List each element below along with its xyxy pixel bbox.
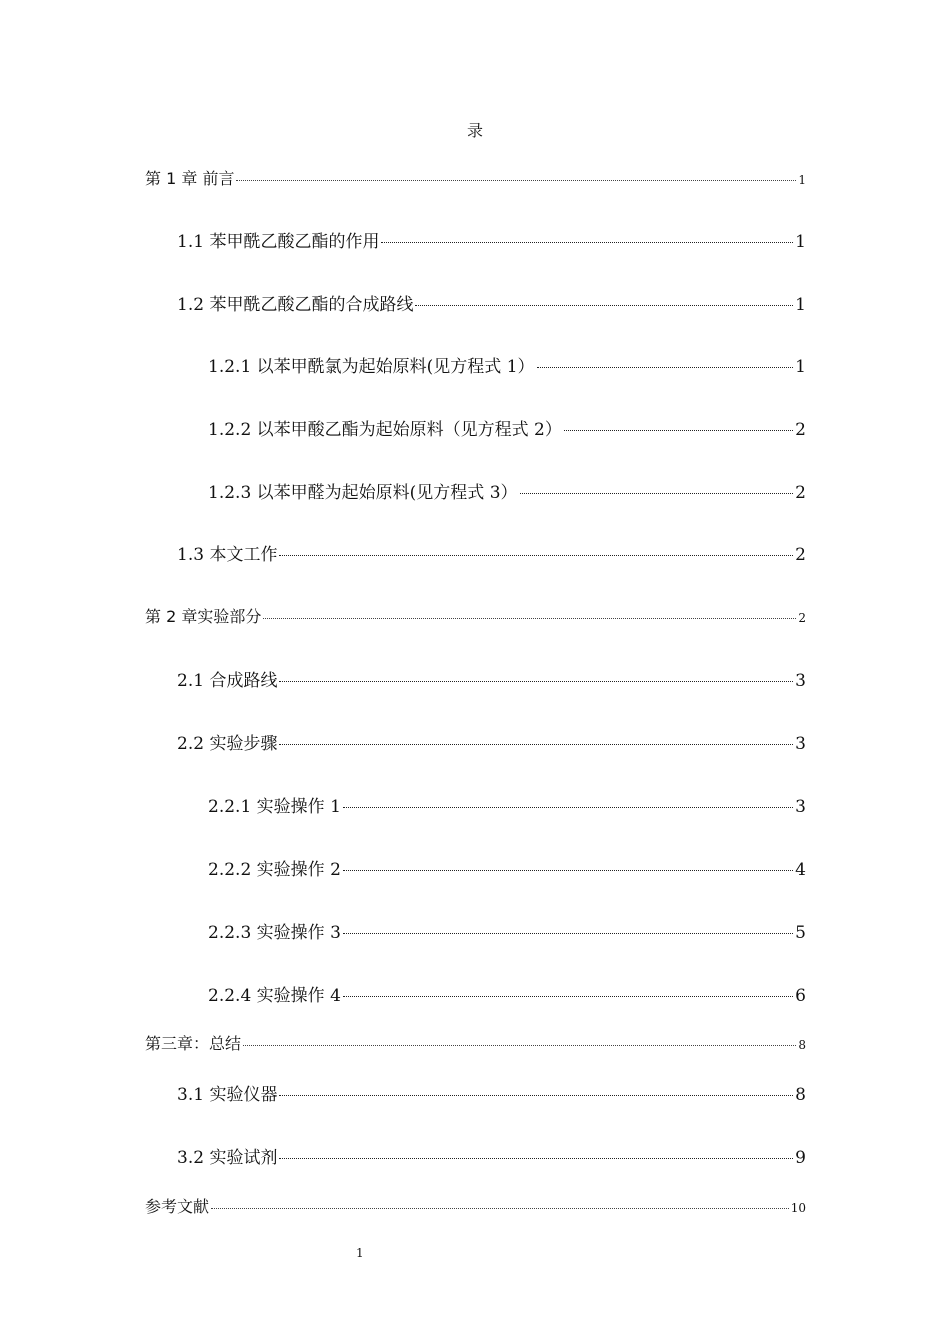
- toc-entry[interactable]: [177, 290, 806, 315]
- toc-entry[interactable]: [208, 352, 806, 377]
- toc-entry[interactable]: [145, 604, 806, 627]
- toc-dot-leader: [537, 367, 794, 368]
- toc-entry-page: 3: [795, 797, 806, 817]
- toc-dot-leader: [343, 933, 793, 934]
- toc-entry-label: 第三章：总结: [145, 1034, 242, 1053]
- toc-entry[interactable]: [208, 918, 806, 943]
- toc-entry[interactable]: [145, 166, 806, 189]
- toc-entry-page: 1: [798, 173, 806, 187]
- toc-dot-leader: [520, 493, 794, 494]
- toc-entry-label: 2.2.2 实验操作 2: [208, 860, 341, 880]
- toc-dot-leader: [279, 555, 793, 556]
- toc-entry-label: 2.2 实验步骤: [177, 734, 278, 754]
- toc-entry[interactable]: [208, 792, 806, 817]
- toc-entry-page: 8: [795, 1085, 806, 1105]
- toc-dot-leader: [564, 430, 793, 431]
- toc-entry[interactable]: [177, 666, 806, 691]
- toc-entry-label: 1.3 本文工作: [177, 545, 278, 565]
- toc-entry-page: 3: [795, 734, 806, 754]
- toc-entry[interactable]: [177, 540, 806, 565]
- toc-entry-label: 2.2.3 实验操作 3: [208, 923, 341, 943]
- toc-entry-page: 5: [795, 923, 806, 943]
- toc-entry[interactable]: [145, 1194, 806, 1217]
- toc-entry-page: 6: [795, 986, 806, 1006]
- toc-entry-label: 第 2 章实验部分: [145, 607, 262, 626]
- toc-entry[interactable]: [177, 1143, 806, 1168]
- toc-dot-leader: [236, 180, 796, 181]
- toc-entry-page: 2: [795, 420, 806, 440]
- toc-entry-label: 3.2 实验试剂: [177, 1148, 278, 1168]
- toc-entry[interactable]: [208, 415, 806, 440]
- toc-entry-page: 10: [790, 1201, 806, 1215]
- toc-entry[interactable]: [208, 478, 806, 503]
- toc-entry-label: 2.1 合成路线: [177, 671, 278, 691]
- page-title: 录: [466, 121, 483, 140]
- toc-dot-leader: [211, 1208, 789, 1209]
- toc-entry-page: 2: [795, 545, 806, 565]
- toc-entry-page: 2: [798, 611, 806, 625]
- toc-entry[interactable]: [177, 1080, 806, 1105]
- toc-entry-page: 1: [795, 295, 806, 315]
- toc-entry[interactable]: [177, 227, 806, 252]
- toc-entry-page: 3: [795, 671, 806, 691]
- toc-entry-label: 1.2 苯甲酰乙酸乙酯的合成路线: [177, 295, 414, 315]
- toc-entry-page: 8: [798, 1038, 806, 1052]
- toc-dot-leader: [263, 618, 796, 619]
- toc-entry-label: 第 1 章 前言: [145, 169, 235, 188]
- toc-dot-leader: [415, 305, 793, 306]
- toc-dot-leader: [381, 242, 793, 243]
- toc-entry[interactable]: [208, 855, 806, 880]
- toc-entry-page: 1: [795, 357, 806, 377]
- toc-dot-leader: [243, 1045, 796, 1046]
- toc-dot-leader: [279, 1095, 793, 1096]
- toc-entry-page: 2: [795, 483, 806, 503]
- page-number: 1: [356, 1246, 364, 1260]
- toc-entry-label: 2.2.4 实验操作 4: [208, 986, 341, 1006]
- toc-entry-label: 1.2.3 以苯甲醛为起始原料(见方程式 3）: [208, 483, 518, 503]
- toc-dot-leader: [279, 681, 793, 682]
- toc-entry[interactable]: [177, 729, 806, 754]
- toc-entry-label: 参考文献: [145, 1197, 210, 1216]
- toc-entry-label: 1.1 苯甲酰乙酸乙酯的作用: [177, 232, 380, 252]
- toc-entry[interactable]: [208, 981, 806, 1006]
- toc-entry[interactable]: [145, 1031, 806, 1054]
- toc-dot-leader: [343, 807, 793, 808]
- toc-entry-page: 1: [795, 232, 806, 252]
- toc-dot-leader: [279, 744, 793, 745]
- toc-entry-page: 4: [795, 860, 806, 880]
- toc-entry-label: 1.2.1 以苯甲酰氯为起始原料(见方程式 1）: [208, 357, 535, 377]
- toc-entry-label: 3.1 实验仪器: [177, 1085, 278, 1105]
- toc-entry-label: 2.2.1 实验操作 1: [208, 797, 341, 817]
- toc-entry-page: 9: [795, 1148, 806, 1168]
- toc-dot-leader: [343, 870, 793, 871]
- toc-entry-label: 1.2.2 以苯甲酸乙酯为起始原料（见方程式 2）: [208, 420, 562, 440]
- toc-dot-leader: [279, 1158, 793, 1159]
- toc-dot-leader: [343, 996, 793, 997]
